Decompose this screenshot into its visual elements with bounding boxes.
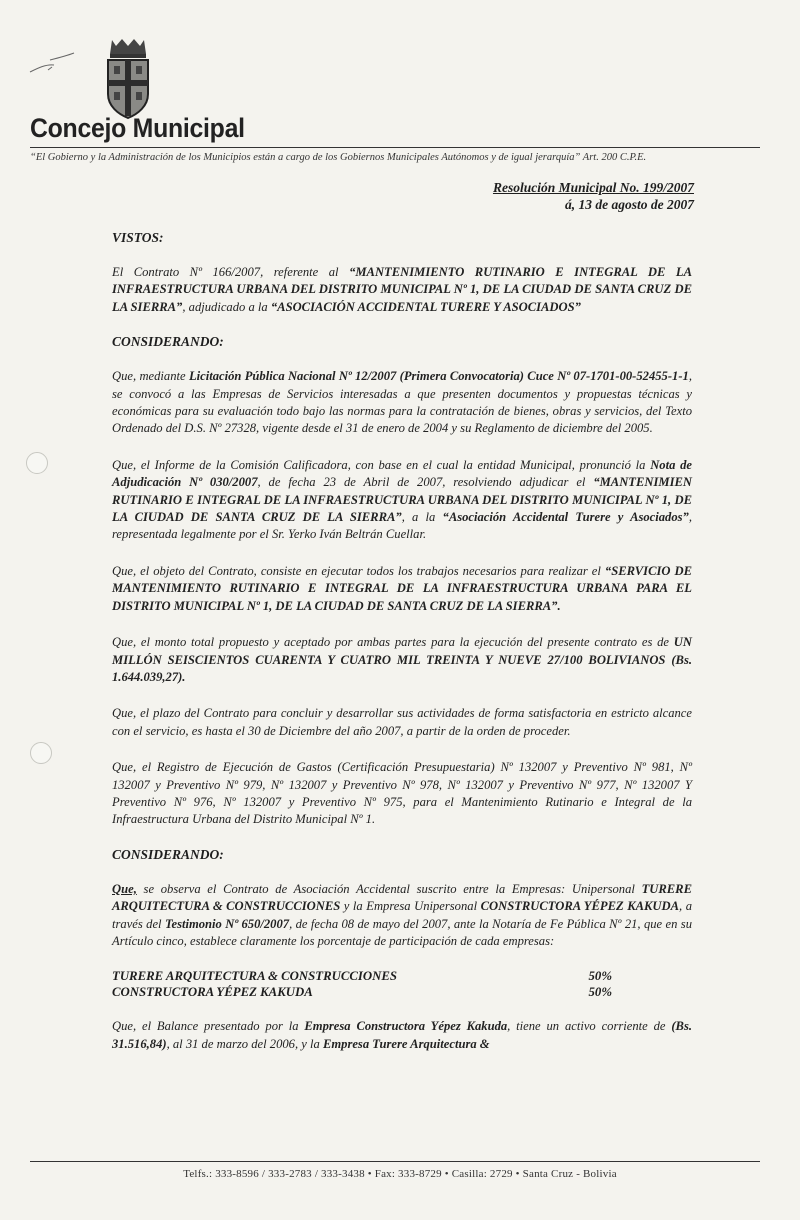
considerando1-paragraph-2: Que, el Informe de la Comisión Calificadora, con base en el cual la entidad Municipal, pronunció la Nota de Adjudicación Nº 030/2007, de fecha 23 de Abril de 2007, resolviendo adjudicar el “MANTENIMIEN RUTINARIO E INTEGRAL DE LA INFRAESTRUCTURA URBANA DEL DISTRITO MUNICIPAL Nº 1, DE LA CIUDAD DE SANTA CRUZ DE LA SIERRA”, a la “Asociación Accidental Turere y Asociados”, representada legalmente por el Sr. Yerko Iván Beltrán Cuellar.	[112, 457, 692, 542]
considerando1-paragraph-4: Que, el monto total propuesto y aceptado por ambas partes para la ejecución del presente contrato es de UN MILLÓN SEISCIENTOS CUARENTA Y CUATRO MIL TREINTA Y NUEVE 27/100 BOLIVIANOS (Bs. 1.644.039,27).	[112, 635, 692, 684]
participation-percent: 50%	[588, 985, 612, 1000]
vistos-heading: VISTOS:	[112, 230, 164, 245]
considerando1-paragraph-1: Que, mediante Licitación Pública Nacional Nº 12/2007 (Primera Convocatoria) Cuce Nº 07-1701-00-52455-1-1, se convocó a las Empresas de Servicios interesadas a que presenten documentos y propuestas técnicas y económicas para su evaluación todo bajo las normas para la contratación de bienes, obras y servicios, del Texto Ordenado del D.S. Nº 27328, vigente desde el 31 de enero de 2004 y su Reglamento de diciembre del 2005.	[112, 369, 692, 436]
considerando-heading-2: CONSIDERANDO:	[112, 846, 224, 862]
vistos-paragraph: El Contrato Nº 166/2007, referente al “MANTENIMIENTO RUTINARIO E INTEGRAL DE LA INFRAESTRUCTURA URBANA DEL DISTRITO MUNICIPAL Nº 1, DE LA CIUDAD DE SANTA CRUZ DE LA SIERRA”, adjudicado a la “ASOCIACIÓN ACCIDENTAL TURERE Y ASOCIADOS”	[112, 265, 692, 314]
coat-of-arms-icon	[102, 36, 154, 120]
participation-row	[112, 968, 612, 984]
org-name: Concejo Municipal	[30, 113, 245, 143]
considerando1-paragraph-5: Que, el plazo del Contrato para concluir y desarrollar sus actividades de forma satisfactoria en estricto alcance con el servicio, es hasta el 30 de Diciembre del año 2007, a partir de la orden de proceder.	[112, 706, 692, 738]
considerando2-paragraph-2: Que, el Balance presentado por la Empresa Constructora Yépez Kakuda, tiene un activo corriente de (Bs. 31.516,84), al 31 de marzo del 2006, y la Empresa Turere Arquitectura &	[112, 1019, 692, 1051]
participation-table	[112, 968, 612, 1000]
scribble-mark	[28, 50, 78, 80]
footer-divider	[30, 1161, 760, 1162]
header-divider	[30, 147, 760, 148]
participation-company: TURERE ARQUITECTURA & CONSTRUCCIONES	[112, 969, 398, 984]
considerando1-paragraph-6: Que, el Registro de Ejecución de Gastos (Certificación Presupuestaria) Nº 132007 y Preventivo Nº 981, Nº 132007 y Preventivo Nº 979, Nº 132007 y Preventivo Nº 978, Nº 132007 y Preventivo Nº 977, Nº 132007 Y Preventivo Nº 976, Nº 132007 y Preventivo Nº 975, para el Mantenimiento Rutinario e Integral de la Infraestructura Urbana del Distrito Municipal Nº 1.	[112, 760, 692, 827]
considerando1-paragraph-3: Que, el objeto del Contrato, consiste en ejecutar todos los trabajos necesarios para realizar el “SERVICIO DE MANTENIMIENTO RUTINARIO E INTEGRAL DE LA INFRAESTRUCTURA URBANA PARA EL DISTRITO MUNICIPAL Nº 1, DE LA CIUDAD DE SANTA CRUZ DE LA SIERRA”.	[112, 563, 692, 613]
considerando-heading-1: CONSIDERANDO:	[112, 334, 224, 350]
participation-percent: 50%	[588, 969, 612, 984]
participation-row	[112, 984, 612, 1000]
punch-hole	[26, 452, 48, 474]
document-body	[112, 230, 692, 1053]
punch-hole	[30, 742, 52, 764]
footer-contact: Telfs.: 333-8596 / 333-2783 / 333-3438 • Fax: 333-8729 • Casilla: 2729 • Santa Cruz - Bolivia	[183, 1168, 617, 1180]
resolution-date: á, 13 de agosto de 2007	[565, 197, 694, 212]
considerando2-paragraph-1: Que, se observa el Contrato de Asociación Accidental suscrito entre la Empresas: Unipersonal TURERE ARQUITECTURA & CONSTRUCCIONES y la Empresa Unipersonal CONSTRUCTORA YÉPEZ KAKUDA, a través del Testimonio Nº 650/2007, de fecha 08 de mayo del 2007, ante la Notaría de Fe Pública Nº 21, que en su Artículo cinco, establece claramente los porcentaje de participación de cada empresas:	[112, 881, 692, 948]
participation-company: CONSTRUCTORA YÉPEZ KAKUDA	[112, 985, 313, 1000]
resolution-number: Resolución Municipal No. 199/2007	[492, 180, 694, 195]
motto: “El Gobierno y la Administración de los Municipios están a cargo de los Gobiernos Municipales Autónomos y de igual jerarquía” Art. 200 C.P.E.	[30, 152, 647, 163]
